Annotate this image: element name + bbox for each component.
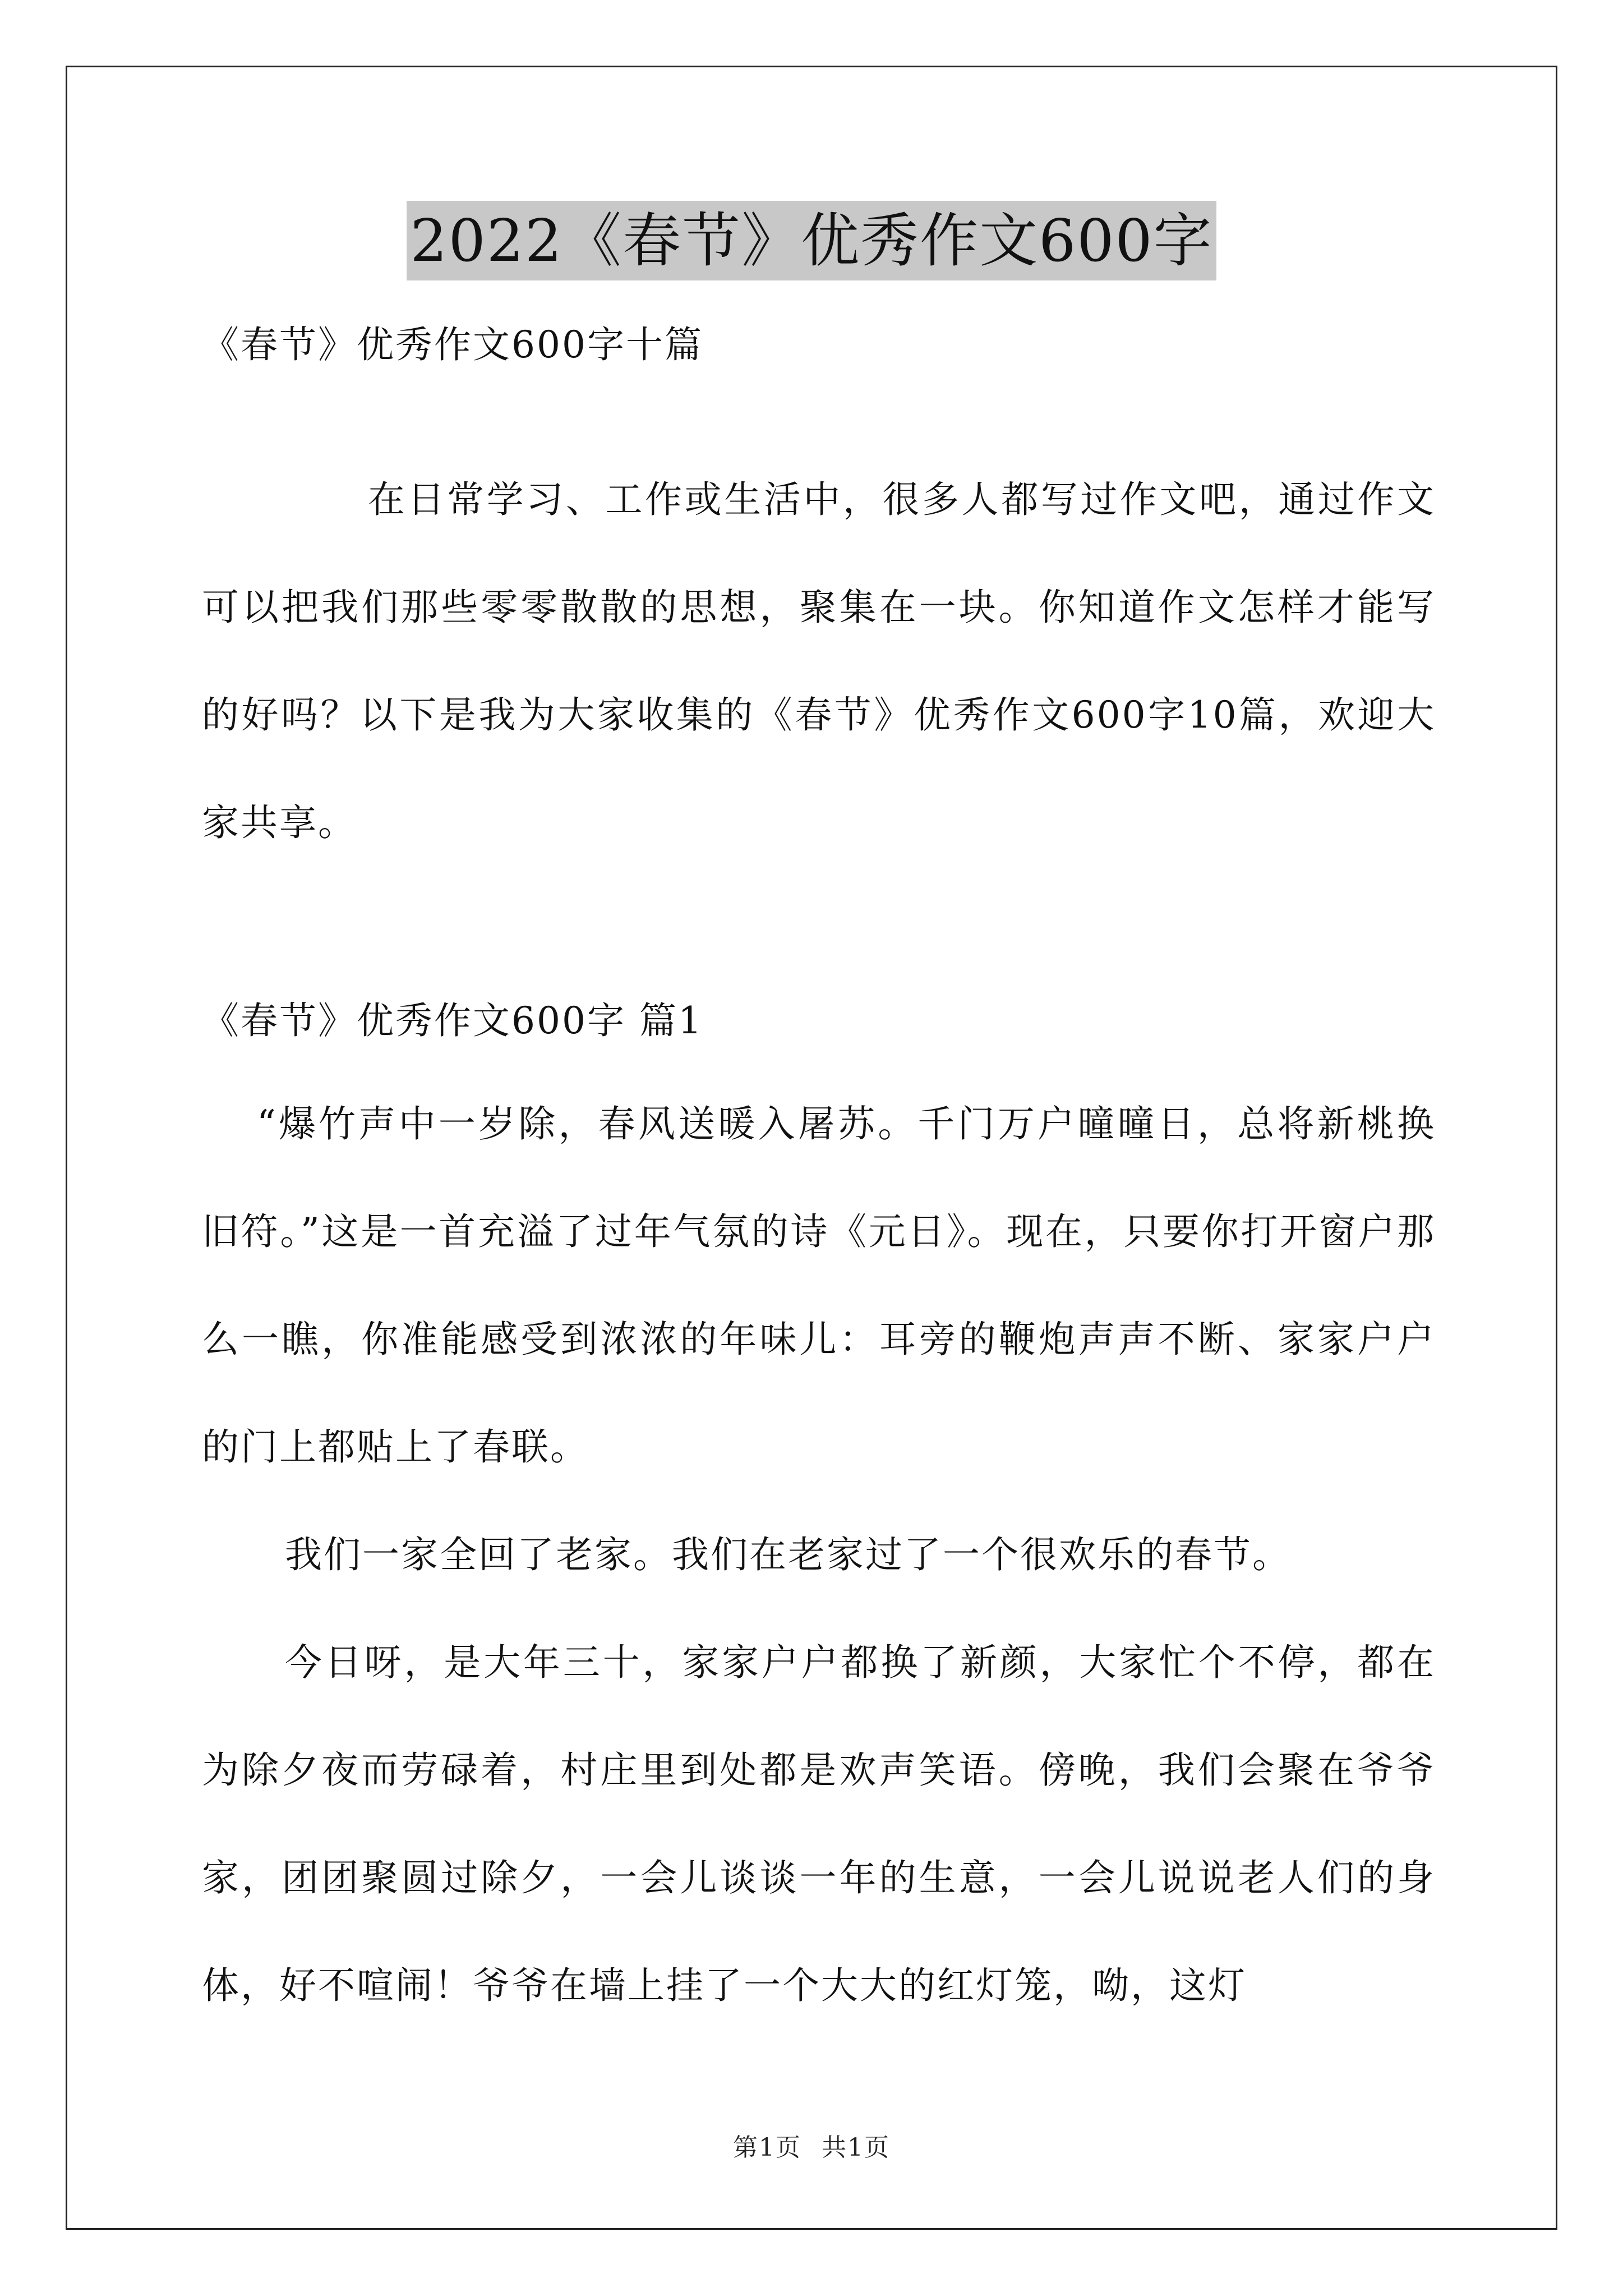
- document-subtitle: 《春节》优秀作文600字十篇: [202, 323, 703, 366]
- essay-paragraph: 我们一家全回了老家。我们在老家过了一个很欢乐的春节。: [285, 1533, 1291, 1576]
- essay-body: [202, 1070, 1436, 2040]
- essay-paragraph: 今日呀，是大年三十，家家户户都换了新颜，大家忙个不停，都在为除夕夜而劳碌着，村庄里到处都是欢声笑语。傍晚，我们会聚在爷爷家，团团聚圆过除夕，一会儿谈谈一年的生意，一会儿说说老人们的身体，好不喧闹！爷爷在墙上挂了一个大大的红灯笼，呦，这灯: [202, 1641, 1436, 2007]
- page-total: 共1页: [822, 2133, 890, 2162]
- intro-paragraph: 在日常学习、工作或生活中，很多人都写过作文吧，通过作文可以把我们那些零零散散的思想，聚集在一块。你知道作文怎样才能写的好吗？以下是我为大家收集的《春节》优秀作文600字10篇，欢迎大家共享。: [202, 478, 1436, 844]
- essay-paragraph: “爆竹声中一岁除，春风送暖入屠苏。千门万户曈曈日，总将新桃换旧符。”这是一首充溢了过年气氛的诗《元日》。现在，只要你打开窗户那么一瞧，你准能感受到浓浓的年味儿：耳旁的鞭炮声声不断、家家户户的门上都贴上了春联。: [202, 1102, 1436, 1469]
- page-footer: [0, 2127, 1623, 2163]
- section-heading: 《春节》优秀作文600字 篇1: [202, 999, 703, 1042]
- title-container: [0, 201, 1623, 280]
- page-number: 第1页: [733, 2133, 801, 2162]
- document-title: 2022《春节》优秀作文600字: [407, 201, 1216, 280]
